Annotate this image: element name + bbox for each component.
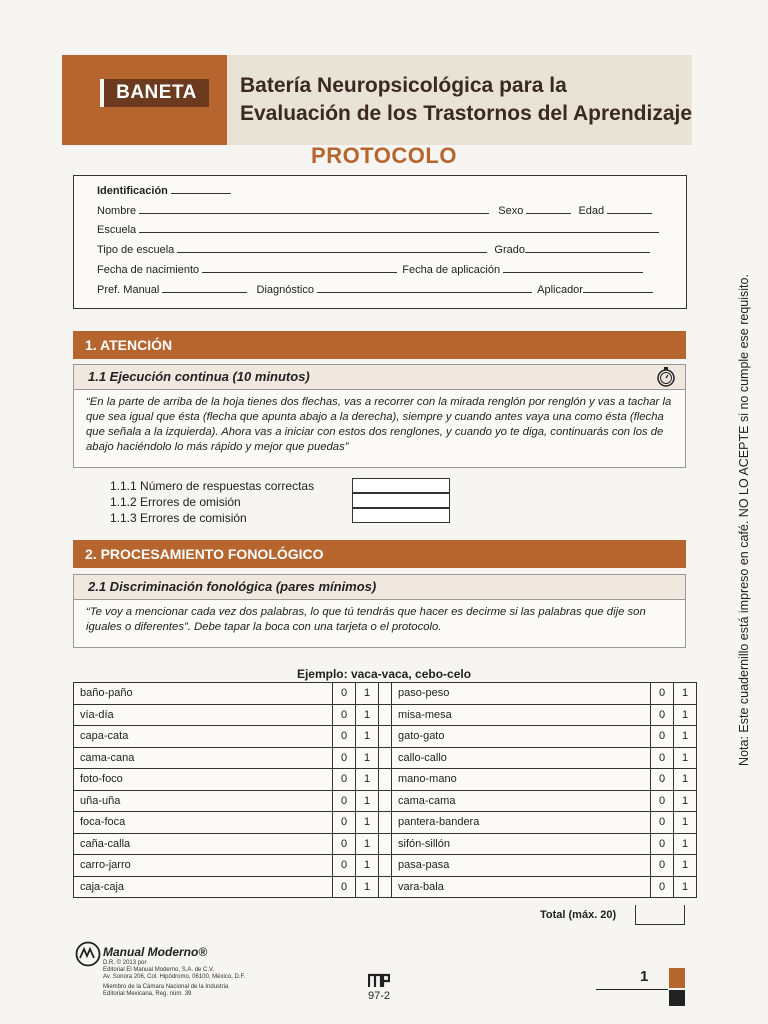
word-right: vara-bala — [392, 876, 651, 898]
score-1[interactable]: 1 — [674, 833, 697, 855]
example-line: Ejemplo: vaca-vaca, cebo-celo — [296, 667, 472, 681]
word-left: vía-día — [74, 704, 333, 726]
score-1[interactable]: 1 — [356, 833, 379, 855]
score-0[interactable]: 0 — [333, 833, 356, 855]
score-1[interactable]: 1 — [674, 704, 697, 726]
score-0[interactable]: 0 — [651, 747, 674, 769]
word-right: gato-gato — [392, 726, 651, 748]
score-0[interactable]: 0 — [651, 769, 674, 791]
table-row — [74, 790, 697, 812]
word-left: cama-cana — [74, 747, 333, 769]
score-0[interactable]: 0 — [333, 812, 356, 834]
table-row — [74, 812, 697, 834]
gap — [379, 876, 392, 898]
word-left: carro-jarro — [74, 855, 333, 877]
score-1[interactable]: 1 — [674, 769, 697, 791]
word-left: capa-cata — [74, 726, 333, 748]
application-date-field[interactable] — [503, 262, 643, 273]
score-1[interactable]: 1 — [674, 855, 697, 877]
gap — [379, 855, 392, 877]
minimal-pairs-table — [73, 682, 697, 898]
legal-text: D.R. © 2013 por Editorial El Manual Moderno, S.A. de C.V. Av. Sonora 206, Col. Hipódromo, 06100, México, D.F. Miembro de la Cámara Nacional de la Industria Editorial Mexicana, Reg. núm. 39 — [103, 960, 246, 997]
score-1[interactable]: 1 — [356, 769, 379, 791]
item-omission-errors: 1.1.2 Errores de omisión — [110, 495, 241, 509]
commission-errors-box[interactable] — [352, 508, 450, 523]
table-row — [74, 855, 697, 877]
omission-errors-box[interactable] — [352, 493, 450, 508]
brand-label: BANETA — [100, 79, 209, 107]
school-field[interactable] — [139, 222, 659, 233]
score-1[interactable]: 1 — [356, 790, 379, 812]
word-left: caña-calla — [74, 833, 333, 855]
score-0[interactable]: 0 — [333, 704, 356, 726]
item-commission-errors: 1.1.3 Errores de comisión — [110, 511, 247, 525]
subsection-discriminacion: 2.1 Discriminación fonológica (pares mínimos) — [73, 574, 686, 600]
score-1[interactable]: 1 — [356, 747, 379, 769]
age-field[interactable] — [607, 203, 652, 214]
document-title: Batería Neuropsicológica para la Evaluación de los Trastornos del Aprendizaje — [240, 74, 693, 125]
score-1[interactable]: 1 — [356, 812, 379, 834]
word-left: baño-paño — [74, 683, 333, 705]
word-right: paso-peso — [392, 683, 651, 705]
section-atencion-header: 1. ATENCIÓN — [73, 331, 686, 359]
publisher-logo-icon — [75, 941, 101, 967]
gap — [379, 812, 392, 834]
page-tab-upper — [669, 968, 685, 988]
word-right: callo-callo — [392, 747, 651, 769]
form-code: 97-2 — [368, 990, 391, 1002]
score-0[interactable]: 0 — [333, 790, 356, 812]
score-1[interactable]: 1 — [674, 747, 697, 769]
page-number: 1 — [640, 968, 649, 985]
score-0[interactable]: 0 — [333, 726, 356, 748]
gap — [379, 726, 392, 748]
score-1[interactable]: 1 — [356, 726, 379, 748]
publisher-name: Manual Moderno® — [103, 945, 208, 959]
word-right: misa-mesa — [392, 704, 651, 726]
word-right: pasa-pasa — [392, 855, 651, 877]
identification-box: Identificación Nombre Sexo Edad Escuela Tipo de escuela Grado Fecha de nacimiento Fecha de aplicación Pref. Manual Diagnóstico Aplicador — [73, 175, 687, 309]
table-row — [74, 726, 697, 748]
table-row — [74, 876, 697, 898]
word-right: sifón-sillón — [392, 833, 651, 855]
score-1[interactable]: 1 — [356, 855, 379, 877]
school-type-field[interactable] — [177, 242, 487, 253]
word-left: foto-foco — [74, 769, 333, 791]
total-box[interactable] — [635, 905, 685, 925]
protocol-heading: PROTOCOLO — [311, 143, 457, 168]
name-field[interactable] — [139, 203, 489, 214]
score-1[interactable]: 1 — [674, 876, 697, 898]
publisher-logo — [75, 941, 101, 972]
word-left: foca-foca — [74, 812, 333, 834]
subsection-ejecucion: 1.1 Ejecución continua (10 minutos) — [73, 364, 686, 390]
table-row — [74, 747, 697, 769]
correct-responses-box[interactable] — [352, 478, 450, 493]
score-0[interactable]: 0 — [333, 683, 356, 705]
birthdate-field[interactable] — [202, 262, 397, 273]
word-left: uña-uña — [74, 790, 333, 812]
table-row — [74, 704, 697, 726]
score-1[interactable]: 1 — [674, 812, 697, 834]
gap — [379, 704, 392, 726]
gap — [379, 769, 392, 791]
score-0[interactable]: 0 — [651, 726, 674, 748]
item-correct-responses: 1.1.1 Número de respuestas correctas — [110, 479, 315, 493]
sex-field[interactable] — [526, 203, 571, 214]
hand-pref-field[interactable] — [162, 282, 247, 293]
word-right: cama-cama — [392, 790, 651, 812]
gap — [379, 790, 392, 812]
score-1[interactable]: 1 — [674, 683, 697, 705]
score-1[interactable]: 1 — [356, 876, 379, 898]
diagnosis-field[interactable] — [317, 282, 532, 293]
score-0[interactable]: 0 — [651, 833, 674, 855]
examiner-field[interactable] — [583, 282, 653, 293]
side-note: Nota: Este cuadernillo está impreso en café. NO LO ACEPTE si no cumple ese requisito. — [737, 274, 751, 766]
score-0[interactable]: 0 — [651, 790, 674, 812]
table-row — [74, 833, 697, 855]
attention-instructions: “En la parte de arriba de la hoja tienes dos flechas, vas a recorrer con la mirada renglón por renglón y vas a tachar la que sea igual que ésta (flecha que apunta abajo a la derecha), siempre y cuando antes vaya una como ésta (flecha que señala a la izquierda). Ahora vas a iniciar con estos dos renglones, y cuando yo te diga, continuarás con los de abajo haciéndolo lo más rápido y mejor que puedas” — [73, 390, 686, 468]
grade-field[interactable] — [525, 242, 650, 253]
score-0[interactable]: 0 — [333, 769, 356, 791]
score-0[interactable]: 0 — [651, 855, 674, 877]
word-right: pantera-bandera — [392, 812, 651, 834]
score-1[interactable]: 1 — [674, 726, 697, 748]
score-0[interactable]: 0 — [333, 876, 356, 898]
score-0[interactable]: 0 — [651, 704, 674, 726]
score-0[interactable]: 0 — [333, 855, 356, 877]
score-1[interactable]: 1 — [674, 790, 697, 812]
score-1[interactable]: 1 — [356, 683, 379, 705]
page-tab-lower — [669, 990, 685, 1006]
score-0[interactable]: 0 — [651, 683, 674, 705]
score-0[interactable]: 0 — [333, 747, 356, 769]
section-fonologico-header: 2. PROCESAMIENTO FONOLÓGICO — [73, 540, 686, 568]
score-0[interactable]: 0 — [651, 812, 674, 834]
score-0[interactable]: 0 — [651, 876, 674, 898]
word-right: mano-mano — [392, 769, 651, 791]
score-1[interactable]: 1 — [356, 704, 379, 726]
table-row — [74, 683, 697, 705]
id-field[interactable] — [171, 183, 231, 194]
stopwatch-icon — [656, 366, 676, 388]
table-row — [74, 769, 697, 791]
phonological-instructions: “Te voy a mencionar cada vez dos palabras, lo que tú tendrás que hacer es decirme si las palabras que dije son iguales o diferentes”. Debe tapar la boca con una tarjeta o el protocolo. — [73, 600, 686, 648]
page-rule — [596, 989, 668, 990]
gap — [379, 833, 392, 855]
word-left: caja-caja — [74, 876, 333, 898]
gap — [379, 747, 392, 769]
gap — [379, 683, 392, 705]
total-label: Total (máx. 20) — [540, 909, 617, 921]
